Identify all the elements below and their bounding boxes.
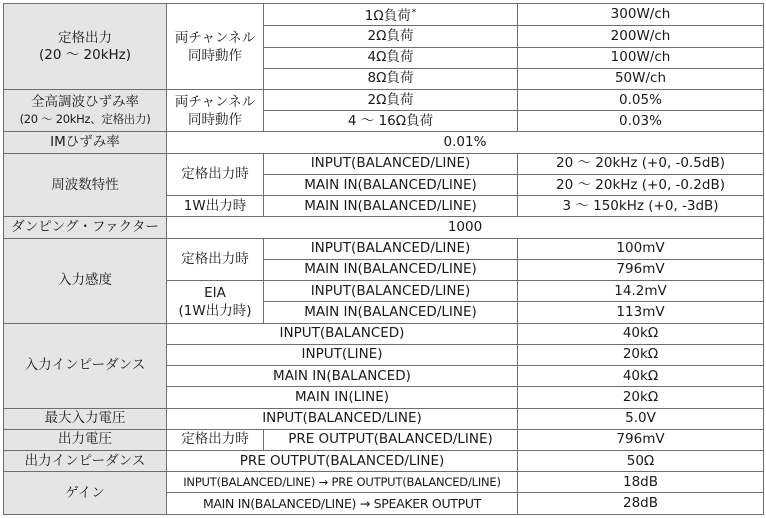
value-cell: 14.2mV [518,281,764,302]
value-cell: 796mV [518,429,764,450]
load-cell: 2Ω負荷 [264,90,518,111]
value-cell: 300W/ch [518,4,764,26]
mode-line-2: 同時動作 [188,47,242,64]
table-row [4,323,764,344]
output-cell: PRE OUTPUT(BALANCED/LINE) [264,429,518,450]
input-cell: MAIN IN(LINE) [167,387,518,408]
load-label: 1Ω負荷 [364,7,411,24]
thd-label: 全高調波ひずみ率 [31,93,139,110]
table-row [4,238,764,259]
input-cell: INPUT(BALANCED/LINE) [264,153,518,174]
input-cell: MAIN IN(BALANCED/LINE) [264,196,518,217]
table-row [4,217,764,238]
value-cell: 20 ～ 20kHz (+0, -0.5dB) [518,153,764,174]
value-cell: 1000 [167,217,764,238]
value-cell: 5.0V [518,408,764,429]
rated-output-header [4,4,167,90]
thd-condition: (20 ～ 20kHz、定格出力) [19,111,151,126]
sensitivity-rated-condition: 定格出力時 [167,238,264,280]
table-row [4,472,764,493]
value-cell: 20kΩ [518,387,764,408]
im-header: IMひずみ率 [4,132,167,153]
table-row [4,429,764,450]
output-voltage-condition: 定格出力時 [167,429,264,450]
value-cell: 200W/ch [518,26,764,47]
output-cell: PRE OUTPUT(BALANCED/LINE) [167,450,518,471]
sensitivity-eia-condition [167,281,264,323]
value-cell: 20kΩ [518,344,764,365]
input-cell: INPUT(BALANCED/LINE) [264,238,518,259]
value-cell: 3 ～ 150kHz (+0, -3dB) [518,196,764,217]
eia-line-2: (1W出力時) [178,302,252,319]
value-cell: 28dB [518,493,764,515]
value-cell: 18dB [518,472,764,493]
load-cell: 4 ～ 16Ω負荷 [264,111,518,132]
input-cell: INPUT(BALANCED/LINE) [264,281,518,302]
freq-rated-condition: 定格出力時 [167,153,264,195]
table-row [4,132,764,153]
value-cell: 0.05% [518,90,764,111]
input-impedance-header: 入力インピーダンス [4,323,167,408]
value-cell: 40kΩ [518,366,764,387]
gain-path-cell: INPUT(BALANCED/LINE) → PRE OUTPUT(BALANCED/LINE) [167,472,518,493]
table-row [4,4,764,26]
mode-line-2: 同時動作 [188,111,242,128]
table-row [4,408,764,429]
thd-mode [167,90,264,132]
gain-header: ゲイン [4,472,167,515]
value-cell: 100mV [518,238,764,259]
mode-line-1: 両チャンネル [174,93,256,110]
value-cell: 0.03% [518,111,764,132]
gain-path-cell: MAIN IN(BALANCED/LINE) → SPEAKER OUTPUT [167,493,518,515]
damping-header: ダンピング・ファクター [4,217,167,238]
eia-line-1: EIA [204,284,226,301]
input-cell: INPUT(BALANCED) [167,323,518,344]
mode-line-1: 両チャンネル [174,29,256,46]
input-cell: INPUT(LINE) [167,344,518,365]
max-input-header: 最大入力電圧 [4,408,167,429]
input-cell: MAIN IN(BALANCED) [167,366,518,387]
output-voltage-header: 出力電圧 [4,429,167,450]
rated-output-label: 定格出力 [58,29,112,46]
input-cell: MAIN IN(BALANCED/LINE) [264,259,518,280]
value-cell: 50Ω [518,450,764,471]
value-cell: 113mV [518,302,764,323]
table-row [4,450,764,471]
load-cell: 4Ω負荷 [264,47,518,68]
freq-1w-condition: 1W出力時 [167,196,264,217]
sensitivity-header: 入力感度 [4,238,167,323]
rated-output-mode [167,4,264,90]
value-cell: 0.01% [167,132,764,153]
output-impedance-header: 出力インピーダンス [4,450,167,471]
input-cell: MAIN IN(BALANCED/LINE) [264,174,518,195]
load-cell: 2Ω負荷 [264,26,518,47]
load-cell [264,4,518,26]
freq-header: 周波数特性 [4,153,167,217]
value-cell: 100W/ch [518,47,764,68]
thd-header [4,90,167,132]
rated-output-range: (20 ～ 20kHz) [38,46,132,63]
input-cell: MAIN IN(BALANCED/LINE) [264,302,518,323]
value-cell: 40kΩ [518,323,764,344]
spec-table [3,3,764,515]
footnote-mark: * [411,7,417,18]
input-cell: INPUT(BALANCED/LINE) [167,408,518,429]
load-cell: 8Ω負荷 [264,68,518,89]
table-row [4,90,764,111]
table-row [4,153,764,174]
value-cell: 796mV [518,259,764,280]
value-cell: 20 ～ 20kHz (+0, -0.2dB) [518,174,764,195]
value-cell: 50W/ch [518,68,764,89]
